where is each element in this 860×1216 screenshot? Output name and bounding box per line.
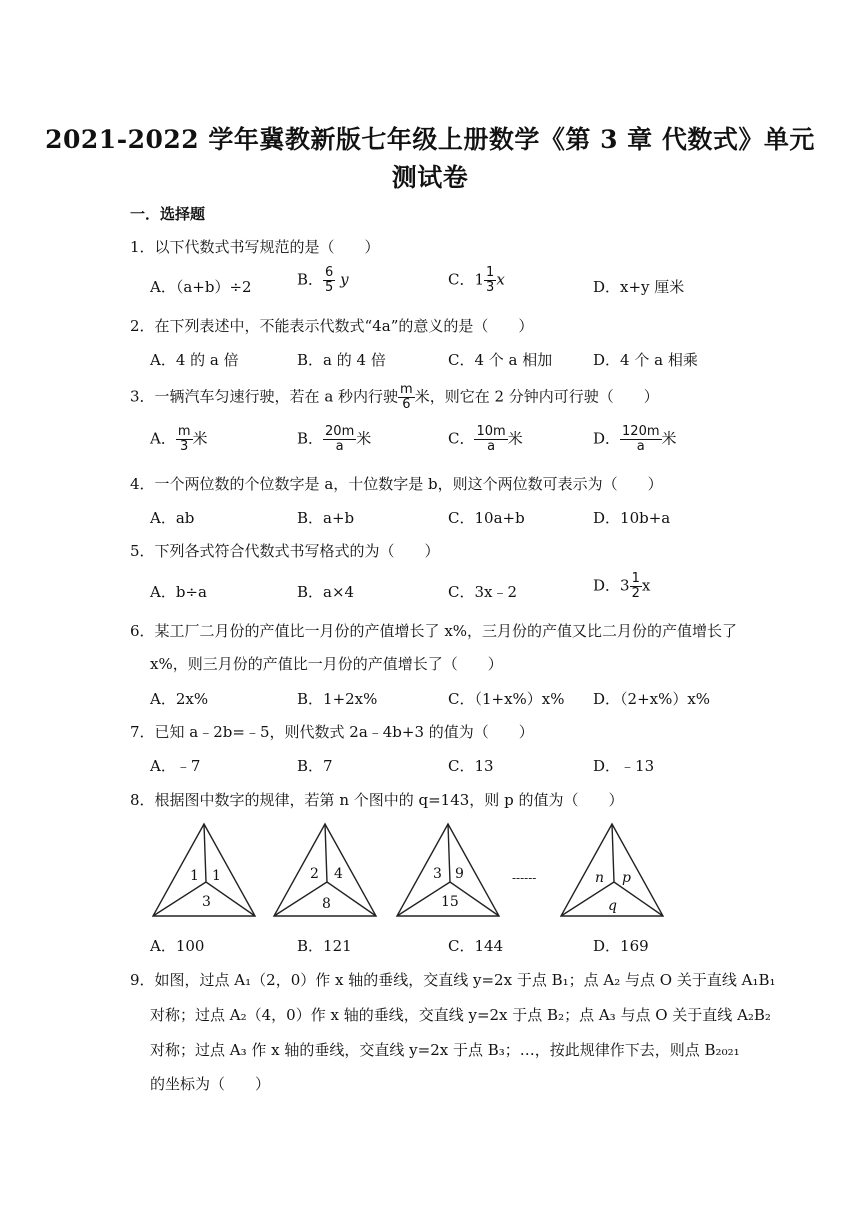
- question-3-stem: 3．一辆汽车匀速行驶，若在 a 秒内行驶 $\frac{m}{6}$ 米，则它在 2 分钟内可行驶（ ）: [130, 382, 659, 412]
- q7-option-d: D．﹣13: [593, 757, 655, 775]
- fig3-left: 3: [433, 866, 442, 882]
- question-8-stem: 8．根据图中数字的规律，若第 n 个图中的 q=143，则 p 的值为（ ）: [130, 791, 624, 809]
- fig2-right: 4: [334, 866, 343, 882]
- triangle-pattern-figures: [150, 820, 670, 920]
- q5-option-a: A．b÷a: [150, 583, 207, 601]
- question-7-stem: 7．已知 a﹣2b=﹣5，则代数式 2a﹣4b+3 的值为（ ）: [130, 723, 534, 741]
- q1-option-a: A．（a+b）÷2: [150, 278, 252, 296]
- question-6-stem-line1: 6．某工厂二月份的产值比一月份的产值增长了 x%，三月份的产值又比二月份的产值增长了: [130, 622, 738, 640]
- q5-option-d: D．3 $\frac{1}{2}$ x: [593, 571, 651, 601]
- question-4-stem: 4．一个两位数的个位数字是 a，十位数字是 b，则这个两位数可表示为（ ）: [130, 475, 663, 493]
- q8-option-d: D．169: [593, 937, 649, 955]
- doc-title: 2021-2022 学年冀教新版七年级上册数学《第 3 章 代数式》单元: [45, 125, 815, 154]
- q1-option-b: B． $\frac{6}{5}$ y: [297, 265, 349, 295]
- q4-option-d: D．10b+a: [593, 509, 671, 527]
- q3-option-d: D． $\frac{120m}{a}$ 米: [593, 424, 677, 454]
- q3-option-c: C． $\frac{10m}{a}$ 米: [448, 424, 523, 454]
- q4-option-c: C．10a+b: [448, 509, 525, 527]
- q2-option-d: D．4 个 a 相乘: [593, 351, 698, 369]
- fig2-bottom: 8: [322, 896, 331, 912]
- q7-option-c: C．13: [448, 757, 494, 775]
- q1-option-d: D．x+y 厘米: [593, 278, 685, 296]
- fig4-left: n: [595, 870, 605, 886]
- q5-option-c: C．3x﹣2: [448, 583, 518, 601]
- doc-title-cont: 测试卷: [391, 163, 469, 192]
- fraction: $\frac{1}{3}$: [486, 265, 495, 295]
- q1-option-c: C．1 $\frac{1}{3}$ x: [448, 265, 505, 295]
- figure-ellipsis: ------: [512, 871, 537, 885]
- q5-option-b: B．a×4: [297, 583, 355, 601]
- question-9-line3: 对称；过点 A₃ 作 x 轴的垂线，交直线 y=2x 于点 B₃；…，按此规律作下去，则点 B₂₀₂₁: [150, 1041, 740, 1059]
- q6-option-a: A．2x%: [150, 690, 209, 708]
- q7-option-b: B．7: [297, 757, 333, 775]
- fig3-bottom: 15: [441, 894, 459, 910]
- q8-option-c: C．144: [448, 937, 504, 955]
- fig3-right: 9: [455, 866, 464, 882]
- q6-option-b: B．1+2x%: [297, 690, 378, 708]
- q3-option-a: A． $\frac{m}{3}$ 米: [150, 424, 208, 454]
- q2-option-b: B．a 的 4 倍: [297, 351, 386, 369]
- q2-option-c: C．4 个 a 相加: [448, 351, 553, 369]
- fig1-left: 1: [190, 868, 199, 884]
- q4-option-b: B．a+b: [297, 509, 355, 527]
- question-6-stem-line2: x%，则三月份的产值比一月份的产值增长了（ ）: [150, 655, 503, 673]
- q6-option-d: D．（2+x%）x%: [593, 690, 711, 708]
- fraction: $\frac{6}{5}$: [325, 265, 334, 295]
- q3-option-b: B． $\frac{20m}{a}$ 米: [297, 424, 372, 454]
- fig1-bottom: 3: [202, 894, 211, 910]
- question-2-stem: 2．在下列表述中，不能表示代数式“4a”的意义的是（ ）: [130, 317, 534, 335]
- question-9-line4: 的坐标为（ ）: [150, 1075, 271, 1093]
- fig1-right: 1: [212, 868, 221, 884]
- fraction: $\frac{m}{6}$: [400, 382, 413, 412]
- question-9-line1: 9．如图，过点 A₁（2，0）作 x 轴的垂线，交直线 y=2x 于点 B₁；点 A₂ 与点 O 关于直线 A₁B₁: [130, 971, 776, 989]
- q6-option-c: C．（1+x%）x%: [448, 690, 565, 708]
- fig2-left: 2: [310, 866, 319, 882]
- fig4-right: p: [622, 870, 631, 886]
- question-1-stem: 1．以下代数式书写规范的是（ ）: [130, 238, 380, 256]
- q7-option-a: A．﹣7: [150, 757, 201, 775]
- q4-option-a: A．ab: [150, 509, 195, 527]
- q2-option-a: A．4 的 a 倍: [150, 351, 239, 369]
- fig4-bottom: q: [608, 898, 617, 914]
- question-5-stem: 5．下列各式符合代数式书写格式的为（ ）: [130, 542, 440, 560]
- q8-option-b: B．121: [297, 937, 352, 955]
- q8-option-a: A．100: [150, 937, 205, 955]
- section-heading: 一．选择题: [130, 205, 206, 223]
- question-9-line2: 对称；过点 A₂（4，0）作 x 轴的垂线，交直线 y=2x 于点 B₂；点 A₃ 与点 O 关于直线 A₂B₂: [150, 1006, 771, 1024]
